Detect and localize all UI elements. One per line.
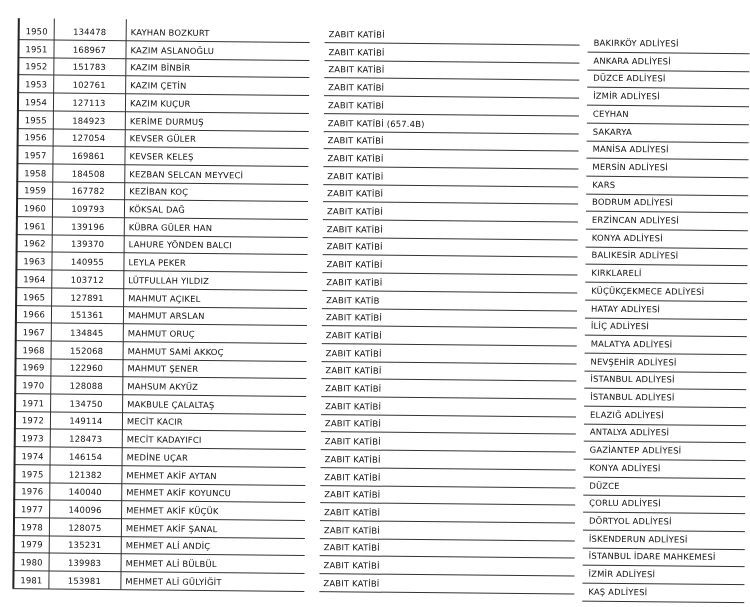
person-name: MEHMET AKİF KÜÇÜK [126, 505, 219, 517]
registry-number: 140096 [68, 504, 102, 515]
job-title: ZABIT KATİBİ [328, 46, 385, 58]
row-number: 1957 [24, 150, 47, 161]
person-name: MEHMET AKİF AYTAN [126, 469, 217, 481]
row-number: 1971 [22, 397, 45, 409]
registry-number: 153981 [67, 575, 102, 586]
person-name: KEVSER KELEŞ [129, 151, 194, 162]
registry-number: 168967 [72, 44, 107, 55]
registry-number: 139370 [71, 239, 105, 250]
job-title: ZABIT KATİBİ [327, 170, 384, 182]
row-number: 1973 [21, 433, 44, 444]
job-title: ZABIT KATİBİ [328, 64, 385, 76]
job-title: ZABIT KATİBİ [326, 241, 383, 253]
person-name: MEHMET ALİ BÜLBÜL [125, 558, 217, 570]
job-title: ZABIT KATİB [326, 294, 380, 306]
person-name: KÖKSAL DAĞ [128, 204, 186, 215]
assignment-place: İLİÇ ADLİYESİ [590, 320, 650, 332]
job-title: ZABIT KATİBİ [325, 400, 382, 412]
job-title: ZABIT KATİBİ [327, 135, 384, 146]
row-number: 1963 [23, 256, 46, 267]
registry-number: 127891 [70, 292, 104, 303]
assignment-place: İSKENDERUN ADLİYESİ [588, 533, 688, 545]
assignment-place: KARS [592, 179, 616, 190]
assignment-place: İSTANBUL ADLİYESİ [590, 373, 675, 385]
person-name: MEDİNE UÇAR [126, 452, 189, 463]
person-name: MAKBULE ÇALALTAŞ [127, 398, 215, 410]
registry-number: 134845 [70, 327, 104, 338]
row-number: 1968 [22, 344, 45, 356]
row-number: 1959 [24, 185, 47, 196]
job-title: ZABIT KATİBİ [324, 471, 381, 483]
row-number: 1953 [25, 79, 48, 90]
registry-number: 128088 [69, 380, 103, 392]
assignment-place: MANİSA ADLİYESİ [592, 143, 669, 155]
person-name: KAZIM ASLANOĞLU [130, 44, 215, 56]
registry-number: 102761 [72, 79, 106, 91]
row-number: 1962 [23, 238, 46, 249]
assignment-place: İZMİR ADLİYESİ [588, 568, 656, 580]
person-name: MECİT KADAYIFCI [126, 434, 202, 446]
person-name: MECİT KACIR [126, 416, 183, 428]
assignment-place: İSTANBUL ADLİYESİ [590, 391, 675, 403]
assignment-place: KONYA ADLİYESİ [589, 462, 661, 474]
assignment-place: ELAZIĞ ADLİYESİ [590, 409, 664, 421]
registry-number: 140955 [70, 256, 105, 268]
registry-number: 149114 [69, 416, 103, 427]
person-name: KERİME DURMUŞ [129, 115, 204, 127]
row-number: 1965 [23, 291, 46, 302]
assignment-place: GAZİANTEP ADLİYESİ [589, 444, 682, 456]
job-title: ZABIT KATİBİ [326, 223, 383, 235]
assignment-place: CEYHAN [592, 108, 629, 119]
person-name: MAHMUT ORUÇ [127, 328, 195, 339]
assignment-place: DÜZCE [589, 480, 620, 491]
job-title: ZABIT KATİBİ [324, 453, 381, 465]
person-name: MEHMET ALİ GÜLYİĞİT [125, 575, 222, 587]
row-number: 1961 [23, 220, 46, 232]
registry-number: 109793 [71, 203, 105, 215]
person-name: KÜBRA GÜLER HAN [128, 221, 213, 233]
row-number: 1952 [25, 61, 48, 72]
job-title: ZABIT KATİBİ [325, 330, 382, 341]
job-title: ZABIT KATİBİ [326, 276, 383, 288]
person-name: LEYLA PEKER [128, 257, 187, 268]
job-title: ZABIT KATİBİ [323, 577, 380, 589]
assignment-place: BAKIRKÖY ADLİYESİ [593, 37, 679, 49]
person-name: MAHMUT AÇIKEL [128, 292, 201, 304]
job-title: ZABIT KATİBİ [327, 99, 385, 111]
registry-number: 134478 [73, 26, 107, 38]
job-title: ZABIT KATİBİ [323, 524, 381, 536]
job-title: ZABIT KATİBİ [323, 560, 380, 571]
assignment-place: MERSİN ADLİYESİ [592, 161, 669, 173]
job-title: ZABIT KATİBİ (657.4B) [327, 117, 425, 129]
job-title: ZABIT KATİBİ [325, 365, 382, 376]
row-number: 1951 [25, 43, 48, 55]
assignment-place: BODRUM ADLİYESİ [592, 196, 674, 208]
row-number: 1960 [23, 203, 47, 214]
job-title: ZABIT KATİBİ [323, 542, 380, 553]
row-number: 1950 [25, 26, 48, 37]
registry-number: 140040 [68, 486, 102, 498]
assignment-place: İZMİR ADLİYESİ [593, 90, 660, 102]
job-title: ZABIT KATİBİ [328, 82, 385, 93]
job-title: ZABIT KATİBİ [326, 259, 383, 270]
person-name: MEHMET AKİF KOYUNCU [126, 487, 232, 499]
row-number: 1964 [23, 274, 46, 285]
registry-number: 184508 [71, 168, 105, 179]
person-name: MAHMUT ŞENER [127, 363, 199, 375]
person-name: LÜTFULLAH YILDIZ [128, 275, 210, 286]
row-number: 1972 [21, 415, 45, 426]
job-title: ZABIT KATİBİ [327, 153, 384, 164]
registry-number: 128473 [69, 433, 103, 445]
registry-number: 127113 [72, 97, 106, 108]
person-name: MAHSUM AKYÜZ [127, 381, 199, 392]
person-name: KAYHAN BOZKURT [130, 27, 210, 39]
assignment-place: ANTALYA ADLİYESİ [589, 427, 670, 438]
job-title: ZABIT KATİBİ [324, 436, 381, 447]
registry-number: 152068 [69, 345, 104, 356]
registry-number: 146154 [68, 451, 103, 462]
job-title: ZABIT KATİBİ [325, 347, 382, 359]
person-name: LAHURE YÖNDEN BALCI [128, 239, 232, 251]
assignment-place: ERZİNCAN ADLİYESİ [591, 214, 679, 226]
registry-number: 134750 [69, 398, 103, 409]
registry-number: 128075 [68, 522, 102, 533]
person-name: MEHMET AKİF ŞANAL [125, 522, 218, 534]
assignment-place: SAKARYA [592, 126, 632, 137]
job-title: ZABIT KATİBİ [324, 507, 381, 518]
registry-number: 151783 [72, 62, 106, 73]
person-name: KAZIM KUÇUR [129, 98, 191, 109]
row-number: 1977 [21, 504, 44, 515]
row-number: 1967 [22, 327, 45, 338]
assignment-place: KIRKLARELİ [591, 267, 642, 279]
row-number: 1956 [24, 132, 47, 143]
registry-number: 103712 [70, 274, 104, 285]
registry-number: 135231 [68, 539, 102, 551]
row-rule [582, 600, 744, 603]
row-number: 1978 [20, 521, 44, 533]
row-number: 1976 [21, 486, 44, 497]
assignment-place: ÇORLU ADLİYESİ [589, 497, 661, 509]
assignment-place: KÜÇÜKÇEKMECE ADLİYESİ [591, 285, 705, 297]
row-number: 1980 [20, 557, 43, 568]
assignment-place: DÜZCE ADLİYESİ [593, 73, 666, 84]
person-name: KEZBAN SELCAN MEYVECİ [129, 168, 244, 180]
assignment-place: NEVŞEHİR ADLİYESİ [590, 356, 677, 368]
assignment-place: İSTANBUL İDARE MAHKEMESİ [588, 550, 716, 563]
registry-number: 139983 [67, 557, 102, 568]
row-number: 1966 [22, 309, 46, 320]
row-number: 1974 [21, 451, 44, 462]
assignment-place: DÖRTYOL ADLİYESİ [588, 515, 672, 527]
row-number: 1981 [20, 574, 43, 586]
job-title: ZABIT KATİBİ [328, 29, 385, 40]
job-title: ZABIT KATİBİ [327, 188, 384, 199]
assignment-place: ANKARA ADLİYESİ [593, 55, 671, 67]
person-name: MAHMUT SAMİ AKKOÇ [127, 345, 224, 357]
registry-number: 139196 [71, 221, 105, 232]
registry-number: 151361 [70, 309, 104, 321]
person-name: KEZİBAN KOÇ [129, 186, 189, 198]
assignment-place: KAŞ ADLİYESİ [588, 586, 648, 597]
registry-number: 167782 [71, 185, 105, 197]
row-number: 1979 [20, 539, 43, 550]
assignment-place: HATAY ADLİYESİ [591, 303, 661, 314]
person-name: KAZIM BİNBİR [130, 62, 191, 74]
person-name: KEVSER GÜLER [129, 133, 197, 145]
row-number: 1958 [24, 167, 47, 179]
registry-number: 122960 [69, 362, 104, 374]
person-name: KAZIM ÇETİN [130, 80, 187, 91]
row-number: 1969 [22, 362, 45, 373]
row-number: 1970 [22, 380, 45, 391]
job-title: ZABIT KATİBİ [326, 206, 384, 217]
job-title: ZABIT KATİBİ [324, 418, 382, 430]
job-title: ZABIT KATİBİ [325, 383, 382, 394]
person-name: MEHMET ALİ ANDİÇ [125, 540, 211, 552]
assignment-place: BALIKESİR ADLİYESİ [591, 250, 679, 261]
registry-number: 121382 [68, 469, 103, 480]
job-title: ZABIT KATİBİ [325, 312, 383, 323]
row-number: 1955 [24, 114, 47, 125]
registry-number: 169861 [71, 150, 106, 161]
row-number: 1975 [21, 468, 44, 479]
assignment-place: MALATYA ADLİYESİ [590, 338, 673, 350]
row-number: 1954 [24, 97, 48, 108]
registry-number: 127054 [72, 132, 106, 144]
person-name: MAHMUT ARSLAN [127, 310, 205, 322]
registry-number: 184923 [72, 115, 106, 126]
assignment-place: KONYA ADLİYESİ [591, 232, 663, 244]
job-title: ZABIT KATİBİ [324, 489, 381, 500]
